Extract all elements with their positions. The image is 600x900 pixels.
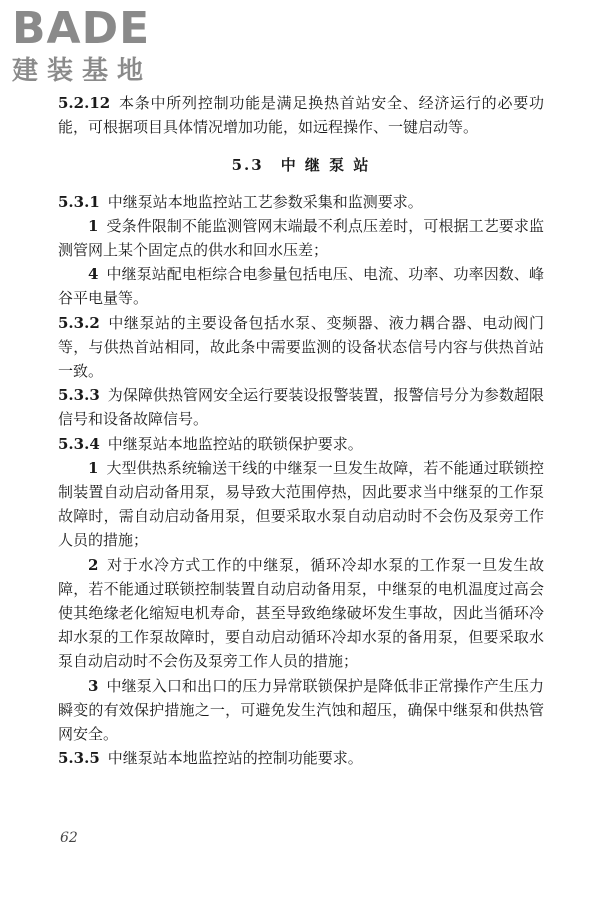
clause-5-3-1 — [58, 190, 544, 214]
clause-text: 中继泵站本地监控站的联锁保护要求。 — [107, 434, 363, 453]
clause-5-2-12 — [58, 91, 544, 139]
item-5-3-4-3 — [58, 674, 544, 747]
clause-number: 5.3.3 — [58, 386, 100, 405]
clause-number: 5.3.4 — [58, 434, 100, 453]
page-number: 62 — [60, 830, 78, 846]
logo-text-en: BADE — [12, 3, 151, 54]
clause-number: 5.2.12 — [58, 94, 111, 112]
item-5-3-1-1 — [58, 214, 544, 262]
clause-text: 中继泵站的主要设备包括水泵、变频器、液力耦合器、电动阀门等，与供热首站相同，故此条中需要监测的设备状态信号内容与供热首站一致。 — [58, 313, 544, 381]
section-heading: 5.3 中 继 泵 站 — [231, 156, 371, 175]
item-number: 1 — [88, 216, 99, 235]
clause-number: 5.3.5 — [58, 749, 100, 768]
item-number: 2 — [88, 555, 99, 574]
item-5-3-1-4 — [58, 262, 544, 310]
item-number: 3 — [88, 676, 99, 695]
clause-text: 中继泵站本地监控站工艺参数采集和监测要求。 — [107, 192, 423, 211]
item-text: 中继泵站配电柜综合电参量包括电压、电流、功率、功率因数、峰谷平电量等。 — [58, 265, 544, 308]
item-number: 4 — [88, 265, 99, 284]
clause-number: 5.3.1 — [58, 192, 100, 211]
item-text: 中继泵入口和出口的压力异常联锁保护是降低非正常操作产生压力瞬变的有效保护措施之一，可避免发生汽蚀和超压，确保中继泵和供热管网安全。 — [58, 676, 544, 744]
item-text: 受条件限制不能监测管网末端最不利点压差时，可根据工艺要求监测管网上某个固定点的供水和回水压差； — [58, 216, 544, 260]
item-text: 大型供热系统输送干线的中继泵一旦发生故障，若不能通过联锁控制装置自动启动备用泵，易导致大范围停热，因此要求当中继泵的工作泵故障时，需自动启动备用泵，但要采取水泵自动启动时不会伤及泵旁工作人员的措施； — [58, 458, 544, 550]
item-5-3-4-1 — [58, 456, 544, 553]
clause-text: 为保障供热管网安全运行要装设报警装置，报警信号分为参数超限信号和设备故障信号。 — [58, 386, 544, 429]
item-5-3-4-2 — [58, 553, 544, 674]
clause-5-3-3 — [58, 383, 544, 431]
clause-5-3-5 — [58, 746, 544, 770]
logo — [12, 4, 182, 90]
item-text: 对于水冷方式工作的中继泵，循环冷却水泵的工作泵一旦发生故障，若不能通过联锁控制装置自动启动备用泵，中继泵的电机温度过高会使其绝缘老化缩短电机寿命，甚至导致绝缘破坏发生事故，因此当循环冷却水泵的工作泵故障时，要自动启动循环冷却水泵的备用泵，但要采取水泵自动启动时不会伤及泵旁工作人员的措施； — [58, 555, 544, 671]
clause-text: 本条中所列控制功能是满足换热首站安全、经济运行的必要功能，可根据项目具体情况增加功能，如远程操作、一键启动等。 — [58, 94, 544, 137]
document-body — [58, 91, 544, 770]
logo-text-cn: 建装基地 — [12, 56, 153, 86]
clause-5-3-4 — [58, 432, 544, 456]
clause-5-3-2 — [58, 311, 544, 384]
clause-text: 中继泵站本地监控站的控制功能要求。 — [107, 749, 363, 768]
item-number: 1 — [88, 458, 99, 477]
clause-number: 5.3.2 — [58, 313, 100, 332]
